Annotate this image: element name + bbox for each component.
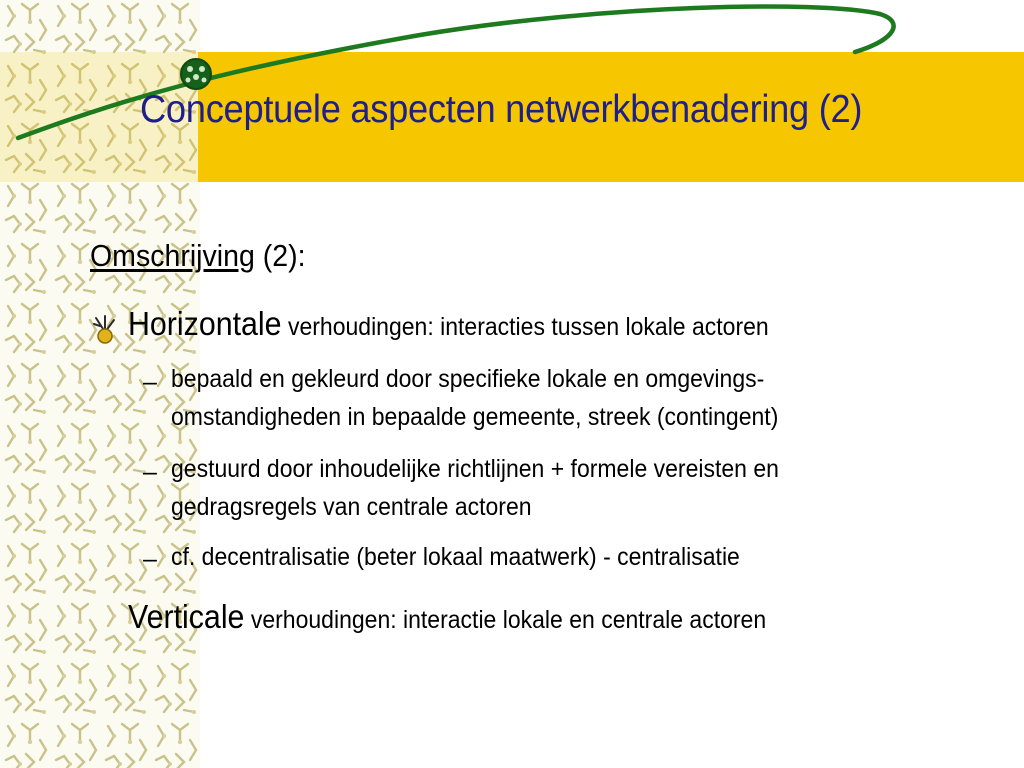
sub-item-dash: –: [143, 368, 157, 396]
section-heading-underlined: Omschrijving: [90, 238, 255, 273]
sub-item-dash: –: [143, 545, 157, 573]
bullet-rest: verhoudingen: interacties tussen lokale actoren: [281, 313, 769, 341]
sub-item-dash: –: [143, 458, 157, 486]
bullet-verticale: [128, 598, 766, 636]
slide-title: Conceptuele aspecten netwerkbenadering (2): [140, 88, 863, 131]
bullet-rest: verhoudingen: interactie lokale en centrale actoren: [244, 606, 767, 634]
sub-item-text: bepaald en gekleurd door specifieke lokale en omgevings-omstandigheden in bepaalde gemeente, streek (contingent): [171, 365, 779, 431]
section-heading-rest: (2):: [254, 238, 306, 273]
section-heading: [90, 238, 306, 274]
sprout-bullet-icon: [88, 312, 122, 346]
sub-item-text: gestuurd door inhoudelijke richtlijnen + formele vereisten en gedragsregels van centrale actoren: [171, 455, 779, 521]
bullet-lead: Verticale: [128, 598, 245, 635]
bullet-lead: Horizontale: [128, 305, 282, 342]
sub-item-text: cf. decentralisatie (beter lokaal maatwerk) - centralisatie: [171, 543, 740, 571]
bullet-horizontale: [128, 305, 769, 343]
